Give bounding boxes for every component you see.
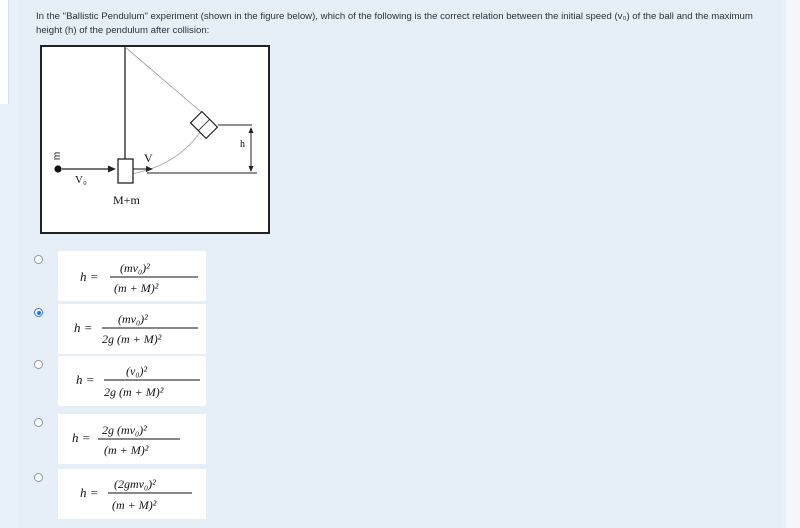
pendulum-figure [40,45,270,234]
v0-arrow-head [108,166,116,173]
option-5-h: h = [80,485,99,500]
h-arrow-down [249,166,254,172]
question-text: In the "Ballistic Pendulum" experiment (shown in the figure below), which of the following is the correct relation between the initial speed (v₀) of the ball and the maximum height (h) of the pendulum after collision: [36,11,753,36]
answer-option-4[interactable] [30,414,200,464]
v-label: V [144,151,153,165]
option-3-denominator: 2g (m + M)² [104,385,164,399]
option-2-formula [58,304,206,354]
answer-option-3[interactable] [30,356,200,406]
v0-label: V₀ [75,174,87,186]
option-4-numerator: 2g (mv₀)² [102,423,147,437]
option-5-denominator: (m + M)² [112,498,157,512]
option-4-radio[interactable] [34,418,43,427]
option-3-numerator: (v₀)² [126,364,148,378]
option-1-formula [58,251,206,301]
option-2-numerator: (mv₀)² [118,312,148,326]
option-3-formula [58,356,206,406]
left-edge-strip [0,0,9,104]
option-4-formula [58,414,206,464]
option-1-radio[interactable] [34,255,43,264]
ball [54,165,61,172]
swung-string [125,47,207,117]
pendulum-block [118,159,133,183]
m-label: m [50,151,63,161]
option-2-radio[interactable] [34,308,43,317]
option-3-h: h = [76,372,95,387]
answer-option-1[interactable] [30,251,200,301]
v-arrow-head [146,166,153,172]
option-5-formula [58,469,206,519]
option-3-radio[interactable] [34,360,43,369]
answer-option-5[interactable] [30,469,200,519]
mass-label: M+m [113,193,140,207]
right-edge-strip [786,0,800,528]
option-2-h: h = [74,320,93,335]
option-4-h: h = [72,430,91,445]
option-4-denominator: (m + M)² [104,443,149,457]
option-5-radio[interactable] [34,473,43,482]
h-arrow-up [249,127,254,133]
option-1-h: h = [80,269,99,284]
pendulum-diagram [42,47,268,232]
raised-block [191,112,218,139]
h-label: h [240,139,245,150]
option-1-numerator: (mv₀)² [120,261,150,275]
option-2-denominator: 2g (m + M)² [102,332,162,346]
swing-arc [125,121,207,175]
answer-option-2[interactable] [30,304,200,354]
option-5-numerator: (2gmv₀)² [114,477,156,491]
option-1-denominator: (m + M)² [114,281,159,295]
